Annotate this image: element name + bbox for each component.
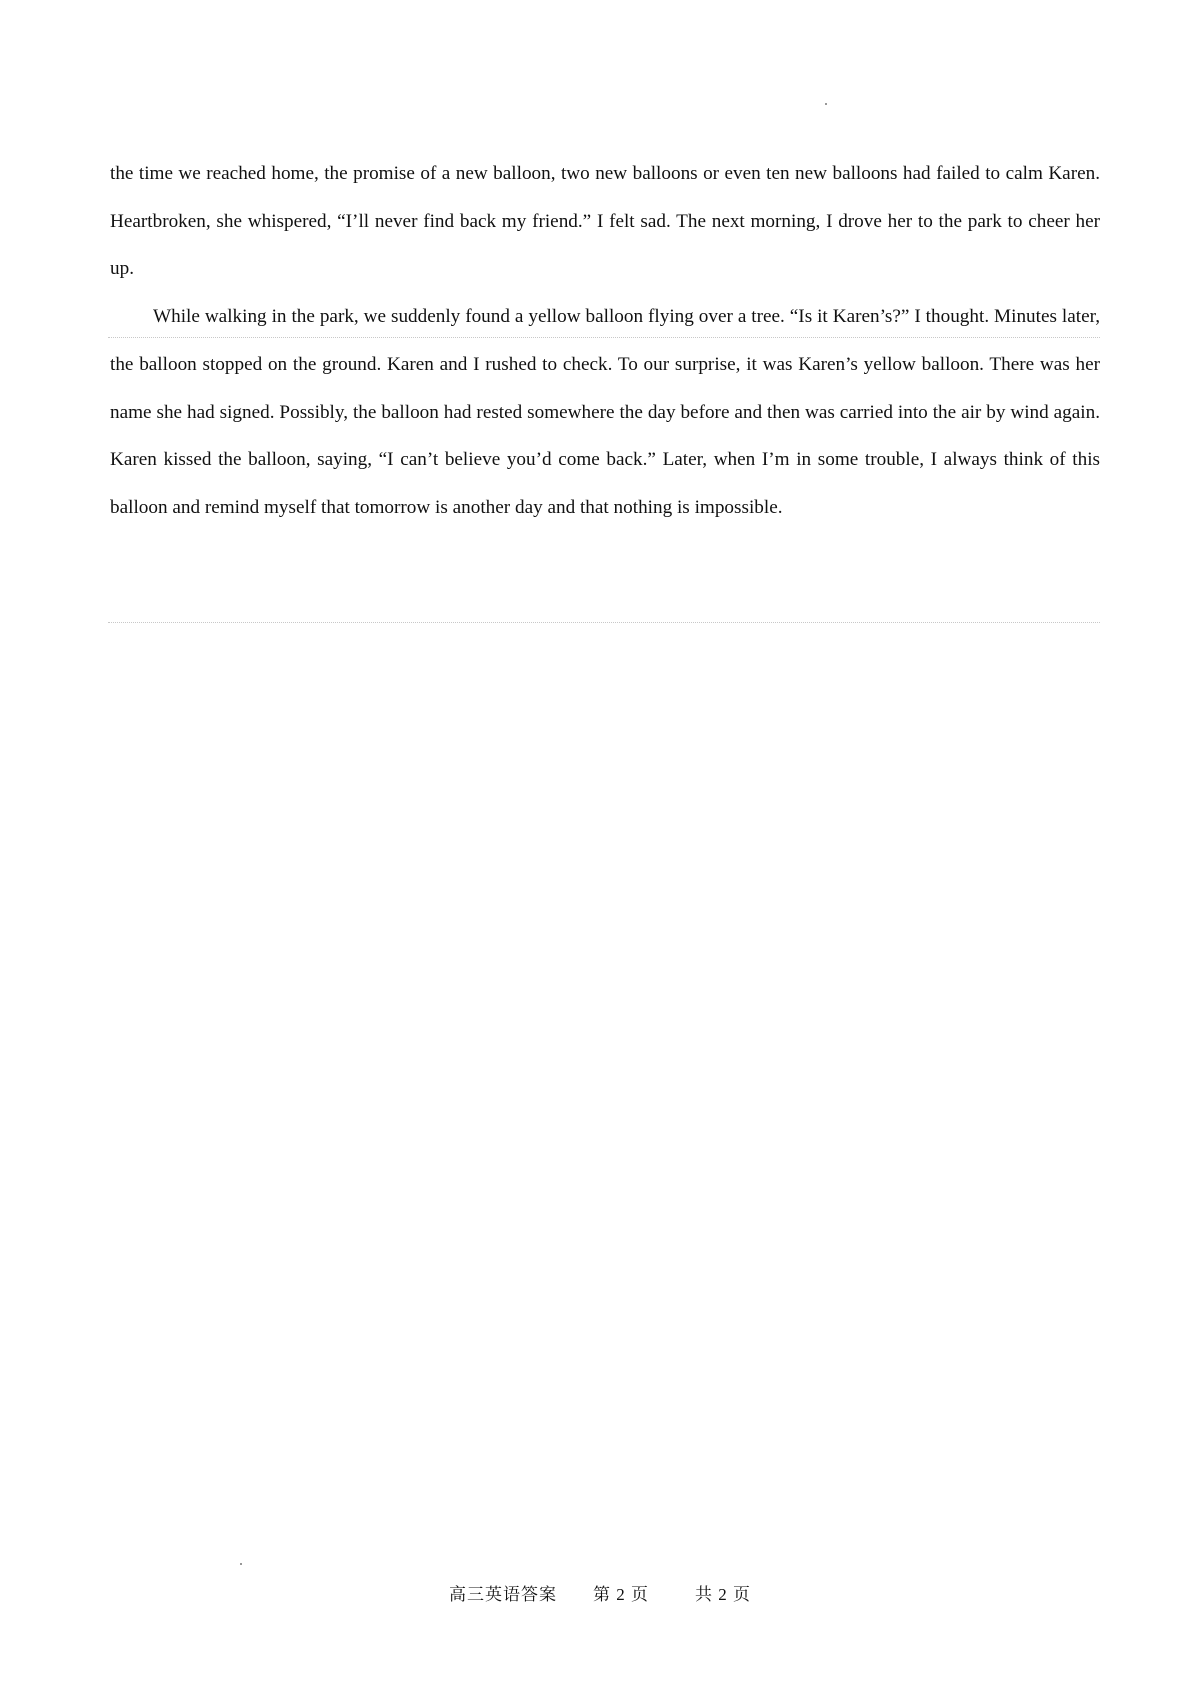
paragraph-1: the time we reached home, the promise of a new balloon, two new balloons or even ten new balloons had failed to calm Karen. Heartbroken, she whispered, “I’ll never find back my friend.” I felt sad. The next morning, I drove her to the park to cheer her up. [110,163,1100,280]
dotted-divider-lower [108,622,1100,623]
dotted-divider-upper [108,337,1100,338]
paragraph-2: While walking in the park, we suddenly found a yellow balloon flying over a tree. “Is it Karen’s?” I thought. Minutes later, the balloon stopped on the ground. Karen and I rushed to check. To our surprise, it was Karen’s yellow balloon. There was her name she had signed. Possibly, the balloon had rested somewhere the day before and then was carried into the air by wind again. Karen kissed the balloon, saying, “I can’t believe you’d come back.” Later, when I’m in some trouble, I always think of this balloon and remind myself that tomorrow is another day and that nothing is impossible. [110,306,1100,518]
page-footer [0,1580,1200,1605]
footer-total-prefix: 共 [695,1585,713,1604]
footer-title: 高三英语答案 [449,1585,557,1604]
stray-dot-top [825,103,827,105]
footer-total-suffix: 页 [733,1585,751,1604]
footer-total-pages: 2 [718,1585,728,1604]
essay-text [110,150,1100,532]
footer-page-suffix: 页 [631,1585,649,1604]
footer-page-prefix: 第 [593,1585,611,1604]
footer-page-number: 2 [616,1585,626,1604]
stray-dot-bottom [240,1563,242,1565]
